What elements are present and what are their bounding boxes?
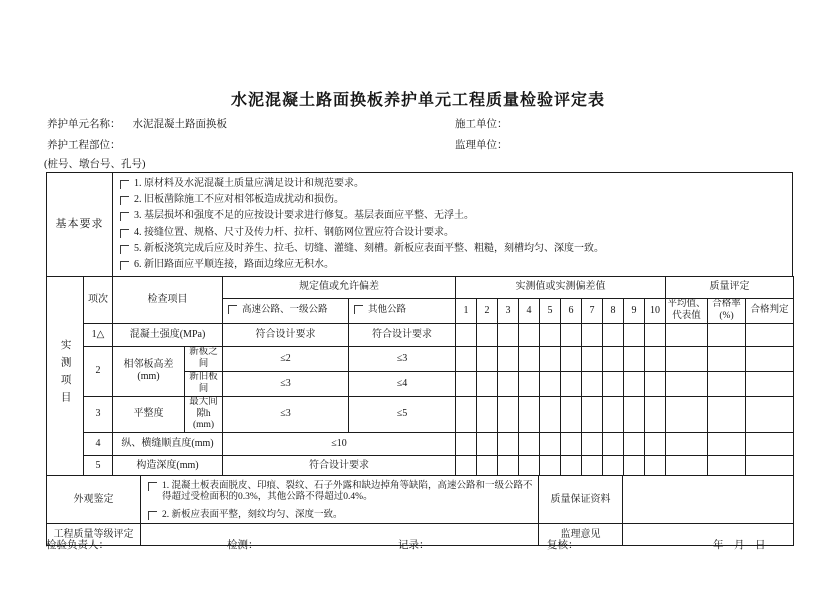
pass-rate-cell — [708, 323, 746, 346]
basic-requirements-list — [113, 173, 793, 277]
average-value-cell — [666, 323, 708, 346]
measured-value-cell — [645, 396, 666, 433]
requirement-1-checkbox-icon[interactable] — [120, 180, 129, 189]
col-header-highway: 高速公路、一级公路 — [223, 299, 349, 324]
reviewer-label: 复核： — [547, 540, 579, 551]
measured-value-cell — [540, 433, 561, 456]
measured-value-cell — [582, 371, 603, 396]
col-header-pass-rate: 合格率(%) — [708, 299, 746, 324]
measured-value-cell — [540, 323, 561, 346]
measured-value-cell — [603, 433, 624, 456]
highway-class-checkbox-icon[interactable] — [228, 305, 237, 314]
measured-value-cell — [519, 396, 540, 433]
requirement-5-checkbox-icon[interactable] — [120, 245, 129, 254]
measure-col-number: 10 — [645, 299, 666, 324]
supervision-opinion-value-cell — [623, 524, 794, 546]
judgement-cell — [746, 456, 794, 476]
row2a-sub-item: 新板之间 — [185, 346, 223, 371]
judgement-cell — [746, 396, 794, 433]
average-value-cell — [666, 396, 708, 433]
measured-value-cell — [624, 433, 645, 456]
pass-rate-cell — [708, 396, 746, 433]
measured-value-cell — [582, 346, 603, 371]
measured-value-cell — [456, 323, 477, 346]
grade-value-cell — [141, 524, 539, 546]
measured-value-cell — [561, 323, 582, 346]
measured-value-cell — [561, 346, 582, 371]
measured-value-cell — [645, 456, 666, 476]
col-header-measured-values: 实测值或实测偏差值 — [456, 277, 666, 299]
row3-spec-highway: ≤3 — [223, 396, 349, 433]
measured-value-cell — [540, 456, 561, 476]
quality-assurance-label: 质量保证资料 — [539, 476, 623, 524]
col-header-other-road: 其他公路 — [349, 299, 456, 324]
supervision-unit-label: 监理单位： — [455, 140, 508, 151]
appearance-items — [141, 476, 539, 524]
construction-unit-label: 施工单位： — [455, 119, 508, 130]
col-header-check-item: 检查项目 — [113, 277, 223, 324]
measured-value-cell — [456, 396, 477, 433]
row2a-spec-other: ≤3 — [349, 346, 456, 371]
measure-col-number: 2 — [477, 299, 498, 324]
measured-value-cell — [645, 346, 666, 371]
measured-value-cell — [603, 323, 624, 346]
row2b-sub-item: 新旧板间 — [185, 371, 223, 396]
measured-value-cell — [519, 323, 540, 346]
measure-col-number: 6 — [561, 299, 582, 324]
maintenance-unit-name-field — [47, 116, 227, 131]
measured-value-cell — [624, 396, 645, 433]
measured-value-cell — [477, 371, 498, 396]
measured-value-cell — [561, 396, 582, 433]
measure-col-number: 8 — [603, 299, 624, 324]
row1-spec-other: 符合设计要求 — [349, 323, 456, 346]
requirement-4-checkbox-icon[interactable] — [120, 229, 129, 238]
requirement-2-checkbox-icon[interactable] — [120, 196, 129, 205]
basic-requirements-section — [46, 172, 793, 277]
requirement-text: 3. 基层损坏和强度不足的应按设计要求进行修复。基层表面应平整、无浮土。 — [134, 210, 474, 222]
row4-item-no: 4 — [84, 433, 113, 456]
form-title: 水泥混凝土路面换板养护单元工程质量检验评定表 — [230, 92, 605, 109]
measured-value-cell — [624, 456, 645, 476]
row2b-spec-other: ≤4 — [349, 371, 456, 396]
basic-requirements-label: 基本要求 — [47, 173, 113, 277]
row1-spec-highway: 符合设计要求 — [223, 323, 349, 346]
col-header-quality: 质量评定 — [666, 277, 794, 299]
evaluation-form-table — [46, 172, 793, 546]
appearance-section — [46, 475, 794, 546]
measured-value-cell — [477, 346, 498, 371]
judgement-cell — [746, 346, 794, 371]
measure-col-number: 1 — [456, 299, 477, 324]
measured-value-cell — [561, 371, 582, 396]
pass-rate-cell — [708, 346, 746, 371]
maintenance-unit-name-value: 水泥混凝土路面换板 — [132, 119, 227, 130]
col-header-average: 平均值、代表值 — [666, 299, 708, 324]
measured-value-cell — [582, 433, 603, 456]
measured-value-cell — [477, 433, 498, 456]
requirement-text: 2. 旧板凿除施工不应对相邻板造成扰动和损伤。 — [134, 194, 344, 206]
row3-check-item: 平整度 — [113, 396, 185, 433]
tester-label: 检测： — [227, 540, 259, 551]
measured-value-cell — [561, 433, 582, 456]
measured-value-cell — [456, 346, 477, 371]
stake-number-note: (桩号、墩台号、孔号) — [44, 159, 146, 170]
requirement-text: 4. 接缝位置、规格、尺寸及传力杆、拉杆、钢筋网位置应符合设计要求。 — [134, 226, 454, 238]
measured-items-section — [46, 276, 794, 476]
measure-col-number: 4 — [519, 299, 540, 324]
appearance-label: 外观鉴定 — [47, 476, 141, 524]
measured-value-cell — [498, 433, 519, 456]
measured-value-cell — [456, 371, 477, 396]
col-header-item-no: 项次 — [84, 277, 113, 324]
measured-value-cell — [498, 346, 519, 371]
measured-value-cell — [477, 456, 498, 476]
row4-spec-merged: ≤10 — [223, 433, 456, 456]
measured-value-cell — [477, 323, 498, 346]
row2a-spec-highway: ≤2 — [223, 346, 349, 371]
col-header-spec: 规定值或允许偏差 — [223, 277, 456, 299]
measured-value-cell — [519, 371, 540, 396]
row5-item-no: 5 — [84, 456, 113, 476]
row3-sub-item: 最大间隙h (mm) — [185, 396, 223, 433]
supervision-opinion-label: 监理意见 — [539, 524, 623, 546]
measured-value-cell — [540, 396, 561, 433]
measured-value-cell — [603, 456, 624, 476]
requirement-text: 5. 新板浇筑完成后应及时养生、拉毛、切缝、灌缝、刻槽。新板应表面平整、粗糙，刻槽均匀、深度一致。 — [134, 242, 604, 254]
judgement-cell — [746, 433, 794, 456]
measured-value-cell — [603, 346, 624, 371]
row4-check-item: 纵、横缝顺直度(mm) — [113, 433, 223, 456]
measured-items-side-label: 实测项目 — [47, 277, 84, 476]
row5-spec-merged: 符合设计要求 — [223, 456, 456, 476]
measured-value-cell — [624, 346, 645, 371]
other-road-checkbox-icon[interactable] — [354, 305, 363, 314]
average-value-cell — [666, 433, 708, 456]
appearance-2-checkbox-icon[interactable] — [148, 511, 157, 520]
judgement-cell — [746, 371, 794, 396]
appearance-item-text: 1. 混凝土板表面脱皮、印痕、裂纹、石子外露和缺边掉角等缺陷，高速公路和一级公路不得超过受检面积的0.3%，其他公路不得超过0.4%。 — [162, 480, 533, 502]
requirement-text: 1. 原材料及水泥混凝土质量应满足设计和规范要求。 — [134, 178, 364, 189]
measured-value-cell — [540, 346, 561, 371]
measure-col-number: 9 — [624, 299, 645, 324]
measured-value-cell — [561, 456, 582, 476]
appearance-item-text: 2. 新板应表面平整，刻纹均匀、深度一致。 — [162, 509, 343, 520]
requirement-6-checkbox-icon[interactable] — [120, 261, 129, 270]
row3-item-no: 3 — [84, 396, 113, 433]
measured-value-cell — [624, 323, 645, 346]
requirement-text: 6. 新旧路面应平顺连接，路面边缘应无积水。 — [134, 258, 334, 270]
measured-value-cell — [498, 371, 519, 396]
row1-check-item: 混凝土强度(MPa) — [113, 323, 223, 346]
judgement-cell — [746, 323, 794, 346]
row2b-spec-highway: ≤3 — [223, 371, 349, 396]
measured-value-cell — [582, 396, 603, 433]
date-label: 年 月 日 — [713, 540, 766, 551]
pass-rate-cell — [708, 433, 746, 456]
col-header-judgement: 合格判定 — [746, 299, 794, 324]
measured-value-cell — [498, 456, 519, 476]
measure-col-number: 7 — [582, 299, 603, 324]
inspector-label: 检验负责人： — [46, 540, 109, 551]
pass-rate-cell — [708, 456, 746, 476]
measured-value-cell — [540, 371, 561, 396]
measure-col-number: 5 — [540, 299, 561, 324]
average-value-cell — [666, 346, 708, 371]
measured-value-cell — [519, 456, 540, 476]
measured-value-cell — [603, 396, 624, 433]
measure-col-number: 3 — [498, 299, 519, 324]
row2-item-no: 2 — [84, 346, 113, 396]
measured-value-cell — [498, 396, 519, 433]
measured-value-cell — [456, 433, 477, 456]
measured-value-cell — [456, 456, 477, 476]
row5-check-item: 构造深度(mm) — [113, 456, 223, 476]
measured-value-cell — [624, 371, 645, 396]
maintenance-unit-name-label: 养护单元名称： — [47, 119, 121, 130]
maintenance-part-label: 养护工程部位： — [47, 140, 121, 151]
measured-value-cell — [498, 323, 519, 346]
average-value-cell — [666, 371, 708, 396]
measured-value-cell — [582, 456, 603, 476]
measured-value-cell — [645, 323, 666, 346]
measured-value-cell — [603, 371, 624, 396]
requirement-3-checkbox-icon[interactable] — [120, 212, 129, 221]
quality-assurance-value-cell — [623, 476, 794, 524]
measured-value-cell — [645, 433, 666, 456]
row2-check-item: 相邻板高差(mm) — [113, 346, 185, 396]
measured-value-cell — [519, 433, 540, 456]
measured-value-cell — [645, 371, 666, 396]
recorder-label: 记录： — [398, 540, 430, 551]
measured-value-cell — [582, 323, 603, 346]
measured-value-cell — [519, 346, 540, 371]
pass-rate-cell — [708, 371, 746, 396]
appearance-1-checkbox-icon[interactable] — [148, 482, 157, 491]
row3-spec-other: ≤5 — [349, 396, 456, 433]
grade-label: 工程质量等级评定 — [47, 524, 141, 546]
row1-item-no: 1△ — [84, 323, 113, 346]
measured-value-cell — [477, 396, 498, 433]
average-value-cell — [666, 456, 708, 476]
